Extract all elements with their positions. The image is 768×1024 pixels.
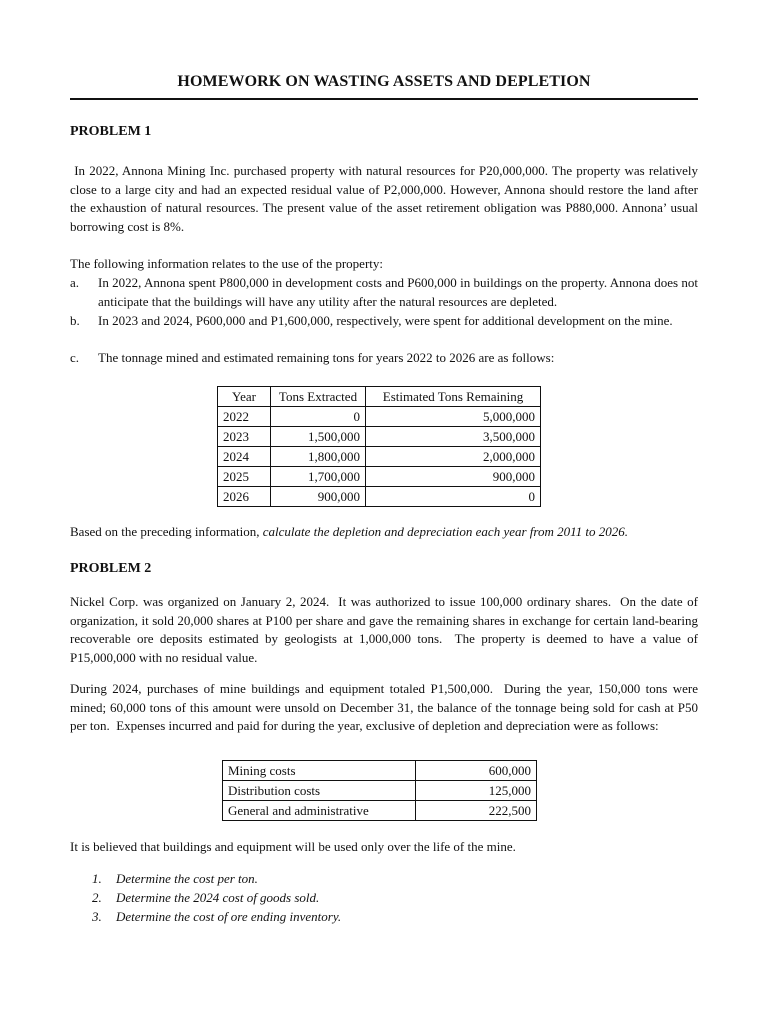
table-cell: 5,000,000 (366, 407, 541, 427)
problem-1-heading: PROBLEM 1 (70, 124, 152, 139)
task-number: 2. (92, 890, 102, 905)
list-marker: a. (70, 275, 80, 290)
list-marker: b. (70, 313, 80, 328)
expense-label: Distribution costs (223, 781, 416, 801)
table-cell: 2026 (218, 487, 271, 507)
list-item-b (70, 312, 698, 331)
expense-label: Mining costs (223, 761, 416, 781)
task-number: 1. (92, 871, 102, 886)
list-marker: c. (70, 350, 80, 365)
title-underline (70, 98, 698, 100)
problem-1-info-lead: The following information relates to the use of the property: (70, 256, 383, 271)
expense-amount: 222,500 (416, 801, 537, 821)
task-item (70, 869, 341, 888)
problem-1-question (70, 523, 698, 542)
table-row (218, 427, 541, 447)
list-item-text: In 2023 and 2024, P600,000 and P1,600,000, respectively, were spent for additional development on the mine. (98, 313, 673, 328)
table-cell: 3,500,000 (366, 427, 541, 447)
table-cell: 1,800,000 (271, 447, 366, 467)
list-item-text: In 2022, Annona spent P800,000 in development costs and P600,000 in buildings on the property. Annona does not anticipate that the buildings will have any utility after the natural resources are depleted. (98, 275, 698, 309)
expense-label: General and administrative (223, 801, 416, 821)
table-cell: 900,000 (271, 487, 366, 507)
table-cell: 1,700,000 (271, 467, 366, 487)
list-item-a (70, 274, 698, 311)
problem-2-heading: PROBLEM 2 (70, 561, 152, 576)
expense-amount: 125,000 (416, 781, 537, 801)
problem-1-intro: In 2022, Annona Mining Inc. purchased property with natural resources for P20,000,000. The property was relatively close to a large city and had an expected residual value of P2,000,000. However, Annona should restore the land after the exhaustion of natural resources. The present value of the asset retirement obligation was P880,000. Annona’ usual borrowing cost is 8%. (70, 163, 702, 234)
column-header: Estimated Tons Remaining (366, 387, 541, 407)
problem-2-paragraph-2: During 2024, purchases of mine buildings and equipment totaled P1,500,000. During the year, 150,000 tons were mined; 60,000 tons of this amount were unsold on December 31, the balance of the tonnage being sold for cash at P50 per ton. Expenses incurred and paid for during the year, exclusive of depletion and depreciation were as follows: (70, 681, 702, 733)
table-row (223, 761, 537, 781)
tonnage-table (217, 386, 541, 507)
task-text: Determine the cost per ton. (116, 871, 258, 886)
table-cell: 2022 (218, 407, 271, 427)
problem-2-note: It is believed that buildings and equipment will be used only over the life of the mine. (70, 839, 516, 854)
table-cell: 0 (271, 407, 366, 427)
list-item-c (70, 349, 698, 368)
column-header: Tons Extracted (271, 387, 366, 407)
expense-amount: 600,000 (416, 761, 537, 781)
task-text: Determine the 2024 cost of goods sold. (116, 890, 320, 905)
task-number: 3. (92, 909, 102, 924)
table-row (218, 467, 541, 487)
list-item-text: The tonnage mined and estimated remaining tons for years 2022 to 2026 are as follows: (98, 350, 555, 365)
table-cell: 2023 (218, 427, 271, 447)
table-cell: 1,500,000 (271, 427, 366, 447)
table-row (218, 487, 541, 507)
table-cell: 2025 (218, 467, 271, 487)
question-lead: Based on the preceding information, (70, 524, 263, 539)
table-header-row (218, 387, 541, 407)
task-text: Determine the cost of ore ending inventory. (116, 909, 342, 924)
problem-2-paragraph-1: Nickel Corp. was organized on January 2, 2024. It was authorized to issue 100,000 ordinary shares. On the date of organization, it sold 20,000 shares at P100 per share and gave the remaining shares in exchange for certain land-bearing recoverable ore deposits estimated by geologists at 1,000,000 tons. The property is deemed to have a value of P15,000,000 with no residual value. (70, 594, 702, 665)
table-row (223, 781, 537, 801)
task-item (70, 907, 341, 926)
table-row (223, 801, 537, 821)
task-list (70, 869, 341, 926)
expenses-table (222, 760, 537, 821)
task-item (70, 888, 341, 907)
document-title: HOMEWORK ON WASTING ASSETS AND DEPLETION (177, 73, 591, 90)
column-header: Year (218, 387, 271, 407)
table-row (218, 447, 541, 467)
table-cell: 2024 (218, 447, 271, 467)
table-cell: 2,000,000 (366, 447, 541, 467)
table-cell: 900,000 (366, 467, 541, 487)
question-instruction: calculate the depletion and depreciation each year from 2011 to 2026. (262, 524, 629, 539)
table-row (218, 407, 541, 427)
table-cell: 0 (366, 487, 541, 507)
